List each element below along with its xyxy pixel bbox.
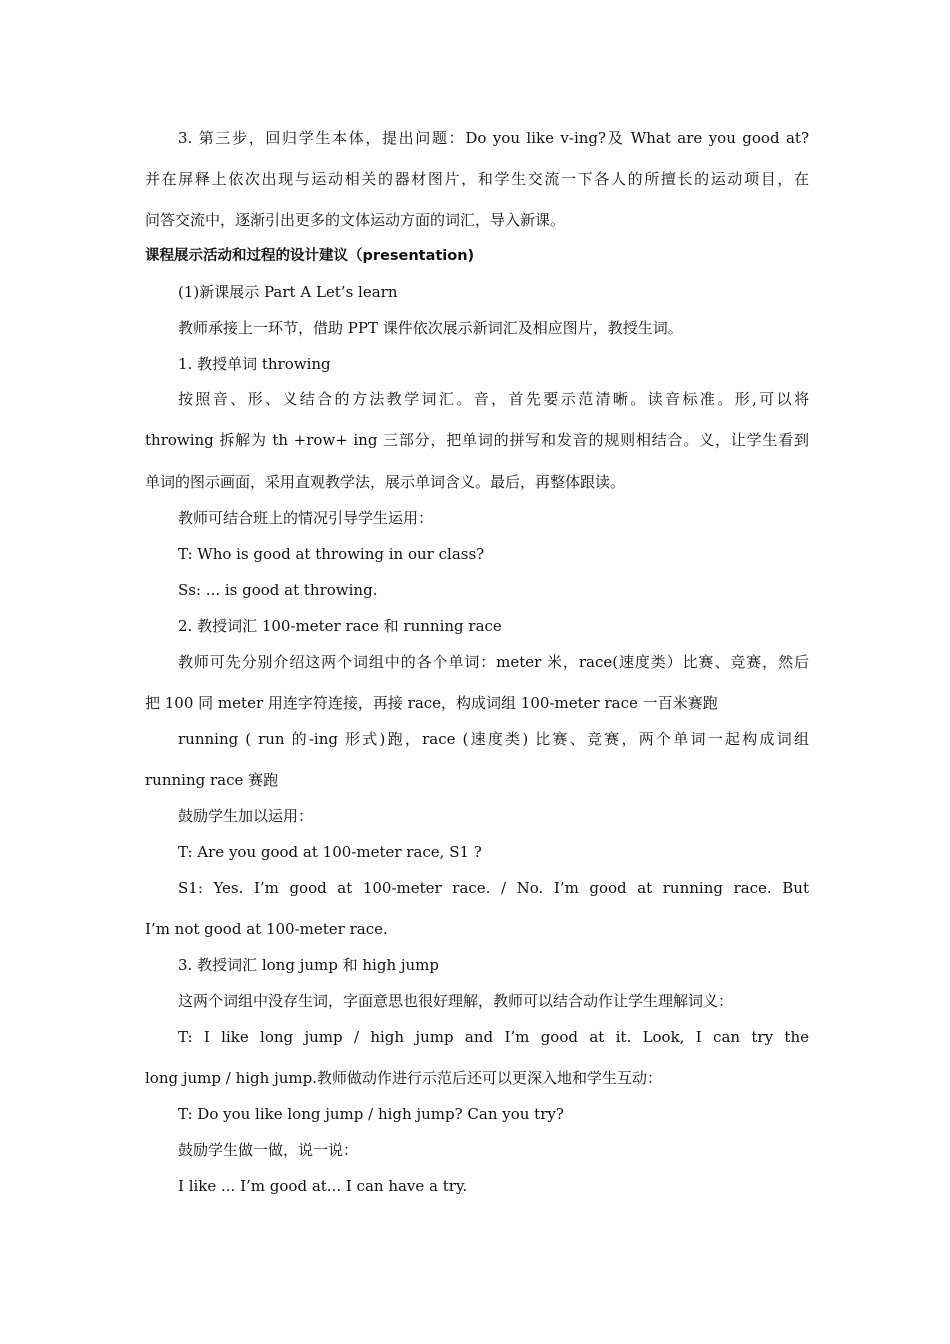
- paragraph-throwing-line2: throwing 拆解为 th +row+ ing 三部分，把单词的拼写和发音的规则相结合。义，让学生看到: [145, 431, 809, 449]
- paragraph-step3-line1: 3. 第三步，回归学生本体，提出问题：Do you like v-ing?及 What are you good at?: [178, 129, 809, 147]
- paragraph-running-line2: running race 赛跑: [145, 771, 279, 789]
- item-1-heading: 1. 教授单词 throwing: [178, 355, 331, 373]
- dialogue-line-s1-line2: I’m not good at 100-meter race.: [145, 920, 388, 938]
- item-3-heading: 3. 教授词汇 long jump 和 high jump: [178, 956, 440, 974]
- paragraph-intro: 教师承接上一环节，借助 PPT 课件依次展示新词汇及相应图片，教授生词。: [178, 319, 683, 337]
- section-heading-presentation: 课程展示活动和过程的设计建议（presentation): [145, 248, 475, 264]
- dialogue-line-t2: T: Are you good at 100-meter race, S1 ?: [178, 843, 482, 861]
- paragraph-guide: 教师可结合班上的情况引导学生运用：: [178, 509, 434, 527]
- paragraph-jump: 这两个词组中没存生词，字面意思也很好理解，教师可以结合动作让学生理解词义：: [178, 992, 734, 1010]
- paragraph-encourage-2: 鼓励学生做一做，说一说：: [178, 1141, 359, 1159]
- paragraph-race-line2: 把 100 同 meter 用连字符连接，再接 race，构成词组 100-meter race 一百米赛跑: [145, 694, 718, 712]
- dialogue-line-ss1: Ss: ... is good at throwing.: [178, 581, 378, 599]
- paragraph-running-line1: running ( run 的-ing 形式)跑，race (速度类) 比赛、竞赛，两个单词一起构成词组: [178, 730, 809, 748]
- paragraph-throwing-line1: 按照音、形、义结合的方法教学词汇。音，首先要示范清晰。读音标准。形,可以将: [178, 390, 809, 408]
- item-2-heading: 2. 教授词汇 100-meter race 和 running race: [178, 617, 502, 635]
- paragraph-throwing-line3: 单词的图示画面，采用直观教学法，展示单词含义。最后，再整体跟读。: [145, 473, 626, 491]
- paragraph-step3-line3: 问答交流中，逐渐引出更多的文体运动方面的词汇，导入新课。: [145, 211, 566, 229]
- dialogue-line-pattern: I like ... I’m good at... I can have a try.: [178, 1177, 468, 1195]
- dialogue-line-t4: T: Do you like long jump / high jump? Can you try?: [178, 1105, 564, 1123]
- dialogue-line-s1-line1: S1: Yes. I’m good at 100-meter race. / No. I’m good at running race. But: [178, 879, 809, 897]
- subheading-part-a: (1)新课展示 Part A Let’s learn: [178, 283, 398, 301]
- dialogue-line-t1: T: Who is good at throwing in our class?: [178, 545, 485, 563]
- paragraph-race-line1: 教师可先分别介绍这两个词组中的各个单词：meter 米，race(速度类）比赛、竞赛，然后: [178, 653, 809, 671]
- dialogue-line-t3-line2: long jump / high jump.教师做动作进行示范后还可以更深入地和学生互动：: [145, 1069, 662, 1087]
- paragraph-step3-line2: 并在屏释上依次出现与运动相关的器材图片，和学生交流一下各人的所擅长的运动项目，在: [145, 170, 809, 188]
- dialogue-line-t3-line1: T: I like long jump / high jump and I’m good at it. Look, I can try the: [178, 1028, 809, 1046]
- paragraph-encourage-1: 鼓励学生加以运用：: [178, 807, 314, 825]
